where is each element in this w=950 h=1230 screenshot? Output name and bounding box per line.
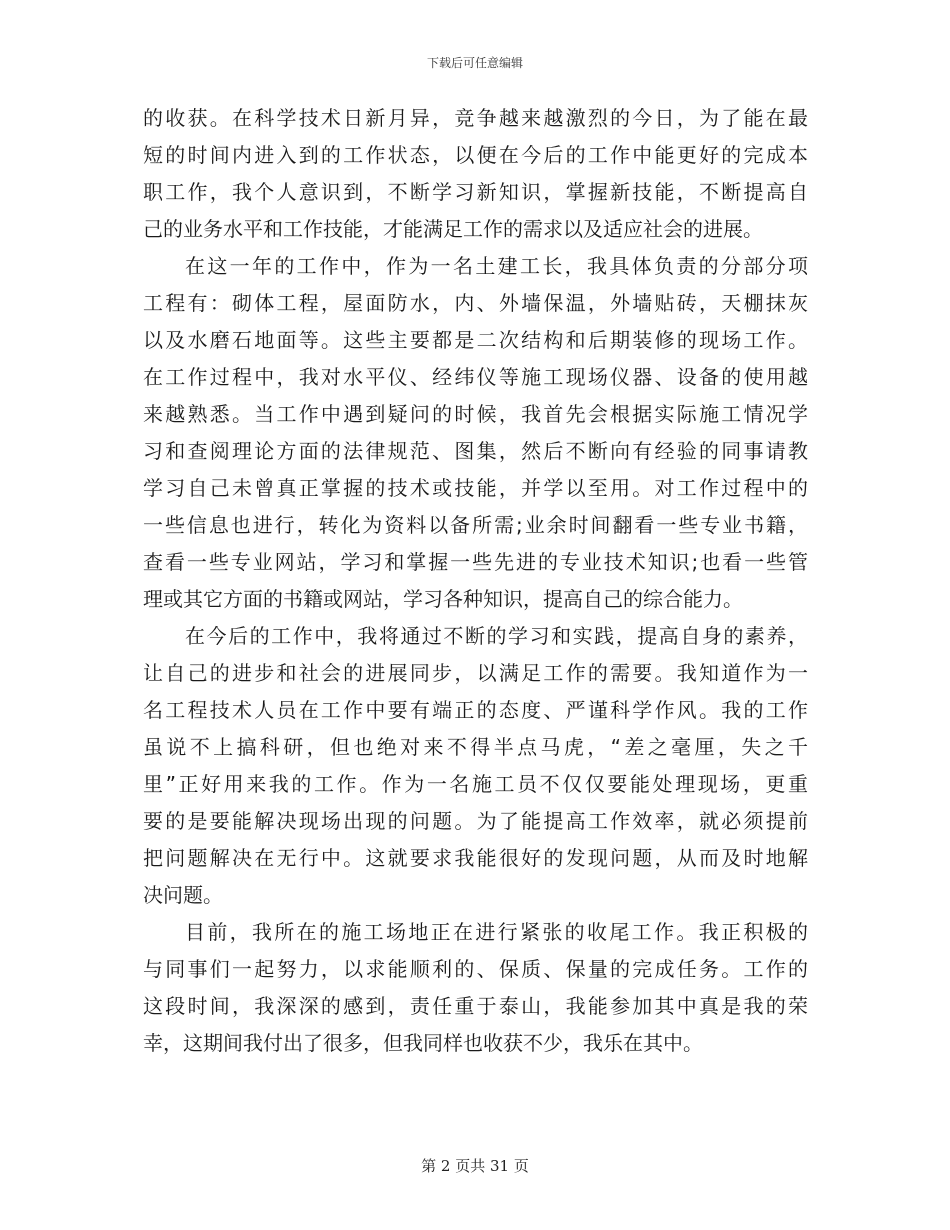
- paragraph: [143, 914, 808, 1062]
- paragraph: [143, 618, 808, 914]
- text-line: 让自己的进步和社会的进展同步，以满足工作的需要。我知道作为一: [143, 661, 808, 685]
- text-line: 要的是要能解决现场出现的问题。为了能提高工作效率，就必须提前: [143, 809, 808, 833]
- text-line: 来越熟悉。当工作中遇到疑问的时候，我首先会根据实际施工情况学: [143, 402, 808, 426]
- page-footer: 第 2 页共 31 页: [421, 1157, 529, 1175]
- text-line: 理或其它方面的书籍或网站，学习各种知识，提高自己的综合能力。: [143, 587, 743, 611]
- text-line: 以及水磨石地面等。这些主要都是二次结构和后期装修的现场工作。: [143, 328, 808, 352]
- document-body: [143, 100, 808, 1062]
- text-line: 虽说不上搞科研，但也绝对来不得半点马虎，“差之毫厘，失之千: [143, 735, 808, 759]
- text-line: 一些信息也进行，转化为资料以备所需;业余时间翻看一些专业书籍，: [143, 513, 808, 537]
- text-line: 在这一年的工作中，作为一名土建工长，我具体负责的分部分项: [185, 254, 808, 278]
- text-line: 在今后的工作中，我将通过不断的学习和实践，提高自身的素养，: [185, 624, 808, 648]
- text-line: 在工作过程中，我对水平仪、经纬仪等施工现场仪器、设备的使用越: [143, 365, 808, 389]
- text-line: 决问题。: [143, 883, 223, 907]
- paragraph: [143, 100, 808, 248]
- text-line: 幸，这期间我付出了很多，但我同样也收获不少，我乐在其中。: [143, 1031, 703, 1055]
- text-line: 目前，我所在的施工场地正在进行紧张的收尾工作。我正积极的: [185, 920, 808, 944]
- text-line: 短的时间内进入到的工作状态，以便在今后的工作中能更好的完成本: [143, 143, 808, 167]
- text-line: 与同事们一起努力，以求能顺利的、保质、保量的完成任务。工作的: [143, 957, 808, 981]
- text-line: 名工程技术人员在工作中要有端正的态度、严谨科学作风。我的工作: [143, 698, 808, 722]
- page-header: 下载后可任意编辑: [426, 56, 523, 70]
- text-line: 这段时间，我深深的感到，责任重于泰山，我能参加其中真是我的荣: [143, 994, 808, 1018]
- paragraph: [143, 248, 808, 618]
- text-line: 职工作，我个人意识到，不断学习新知识，掌握新技能，不断提高自: [143, 180, 808, 204]
- text-line: 把问题解决在无行中。这就要求我能很好的发现问题，从而及时地解: [143, 846, 808, 870]
- text-line: 里”正好用来我的工作。作为一名施工员不仅仅要能处理现场，更重: [143, 772, 808, 796]
- text-line: 习和查阅理论方面的法律规范、图集，然后不断向有经验的同事请教: [143, 439, 808, 463]
- text-line: 查看一些专业网站，学习和掌握一些先进的专业技术知识;也看一些管: [143, 550, 808, 574]
- text-line: 的收获。在科学技术日新月异，竞争越来越激烈的今日，为了能在最: [143, 106, 808, 130]
- text-line: 工程有：砌体工程，屋面防水，内、外墙保温，外墙贴砖，天棚抹灰: [143, 291, 808, 315]
- text-line: 学习自己未曾真正掌握的技术或技能，并学以至用。对工作过程中的: [143, 476, 808, 500]
- text-line: 己的业务水平和工作技能，才能满足工作的需求以及适应社会的进展。: [143, 217, 763, 241]
